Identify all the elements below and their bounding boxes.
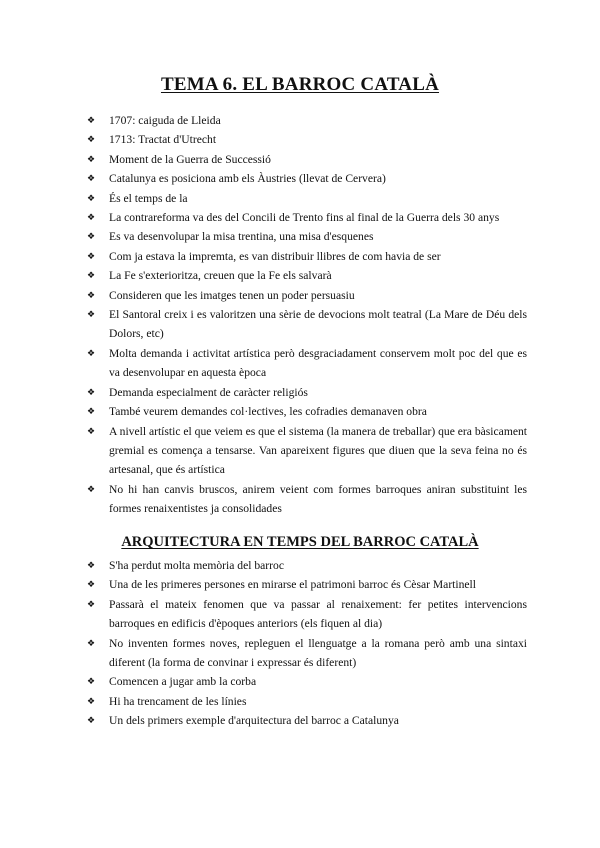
list-item <box>0 169 527 188</box>
list-item <box>0 575 527 594</box>
list-item-text: S'ha perdut molta memòria del barroc <box>109 559 284 572</box>
list-item <box>0 189 527 208</box>
diamond-bullet-icon: ❖ <box>87 426 96 437</box>
list-item <box>0 286 527 305</box>
list-item-text: Passarà el mateix fenomen que va passar al renaixement: fer petites intervencions barroques en edificis d'èpoques anteriors (els fiquen al dia) <box>109 597 527 631</box>
list-item <box>0 634 527 673</box>
diamond-bullet-icon: ❖ <box>87 599 96 610</box>
list-item-text: El Santoral creix i es valoritzen una sèrie de devocions molt teatral (La Mare de Déu dels Dolors, etc) <box>109 308 527 341</box>
list-item-text: Moment de la Guerra de Successió <box>109 152 271 166</box>
diamond-bullet-icon: ❖ <box>87 154 96 165</box>
diamond-bullet-icon: ❖ <box>87 232 96 243</box>
list-item <box>0 711 527 730</box>
diamond-bullet-icon: ❖ <box>87 135 96 146</box>
list-item-text: Demanda especialment de caràcter religiós <box>109 385 308 399</box>
diamond-bullet-icon: ❖ <box>87 696 96 707</box>
diamond-bullet-icon: ❖ <box>87 251 96 262</box>
list-item-text: Com ja estava la impremta, es van distribuir llibres de com havia de ser <box>109 249 441 263</box>
list-item <box>0 422 527 480</box>
list-item-text: Hi ha trencament de les línies <box>109 694 247 708</box>
intro-bullet-list <box>0 111 600 519</box>
list-item-text: 1707: caiguda de Lleida <box>109 114 221 127</box>
diamond-bullet-icon: ❖ <box>87 271 96 282</box>
diamond-bullet-icon: ❖ <box>87 407 96 418</box>
list-item-text: A nivell artístic el que veiem es que el sistema (la manera de treballar) que era bàsicament gremial es comença a tensarse. Van apareixent figures que diuen que la seva feina no és artesanal, que és artística <box>109 424 527 477</box>
list-item <box>0 150 527 169</box>
section-title-arquitectura: ARQUITECTURA EN TEMPS DEL BARROC CATALÀ <box>121 534 479 550</box>
list-item <box>0 344 527 383</box>
list-item <box>0 266 527 285</box>
list-item <box>0 556 527 575</box>
diamond-bullet-icon: ❖ <box>87 174 96 185</box>
diamond-bullet-icon: ❖ <box>87 716 96 727</box>
diamond-bullet-icon: ❖ <box>87 387 96 398</box>
list-item <box>0 227 527 246</box>
diamond-bullet-icon: ❖ <box>87 310 96 321</box>
diamond-bullet-icon: ❖ <box>87 193 96 204</box>
list-item-text: És el temps de la <box>109 191 188 205</box>
diamond-bullet-icon: ❖ <box>87 290 96 301</box>
list-item-text: Comencen a jugar amb la corba <box>109 675 257 689</box>
list-item <box>0 383 527 402</box>
list-item-text: Consideren que les imatges tenen un poder persuasiu <box>109 288 355 302</box>
list-item-text: Es va desenvolupar la misa trentina, una misa d'esquenes <box>109 230 374 244</box>
diamond-bullet-icon: ❖ <box>87 561 96 571</box>
diamond-bullet-icon: ❖ <box>87 213 96 224</box>
list-item <box>0 305 527 344</box>
diamond-bullet-icon: ❖ <box>87 638 96 649</box>
list-item <box>0 208 527 227</box>
list-item <box>0 111 527 130</box>
diamond-bullet-icon: ❖ <box>87 580 96 591</box>
list-item-text: També veurem demandes col·lectives, les cofradies demanaven obra <box>109 405 427 419</box>
list-item <box>0 247 527 266</box>
list-item-text: Una de les primeres persones en mirarse el patrimoni barroc és Cèsar Martinell <box>109 578 477 592</box>
list-item <box>0 480 527 519</box>
diamond-bullet-icon: ❖ <box>87 348 96 359</box>
list-item <box>0 595 527 634</box>
diamond-bullet-icon: ❖ <box>87 484 96 495</box>
list-item-text: Molta demanda i activitat artística però desgraciadament conservem molt poc del que es va desenvolupar en aquesta època <box>109 346 527 380</box>
list-item <box>0 692 527 711</box>
arquitectura-bullet-list <box>0 556 600 731</box>
list-item-text: Un dels primers exemple d'arquitectura del barroc a Catalunya <box>109 714 399 728</box>
diamond-bullet-icon: ❖ <box>87 677 96 688</box>
list-item-text: La Fe s'exterioritza, creuen que la Fe els salvarà <box>109 269 332 283</box>
document-title: TEMA 6. EL BARROC CATALÀ <box>160 74 440 95</box>
list-item <box>0 672 527 691</box>
list-item-text: No inventen formes noves, repleguen el llenguatge a la romana però amb una sintaxi diferent (la forma de convinar i expressar és diferent) <box>109 636 527 670</box>
list-item-text: 1713: Tractat d'Utrecht <box>109 133 217 147</box>
list-item <box>0 402 527 421</box>
list-item-text: No hi han canvis bruscos, anirem veient com formes barroques aniran substituint les formes renaixentistes ja consolidades <box>109 482 527 516</box>
list-item <box>0 130 527 149</box>
list-item-text: Catalunya es posiciona amb els Àustries (llevat de Cervera) <box>109 172 386 186</box>
list-item-text: La contrareforma va des del Concili de Trento fins al final de la Guerra dels 30 anys <box>109 211 500 225</box>
diamond-bullet-icon: ❖ <box>87 116 96 126</box>
